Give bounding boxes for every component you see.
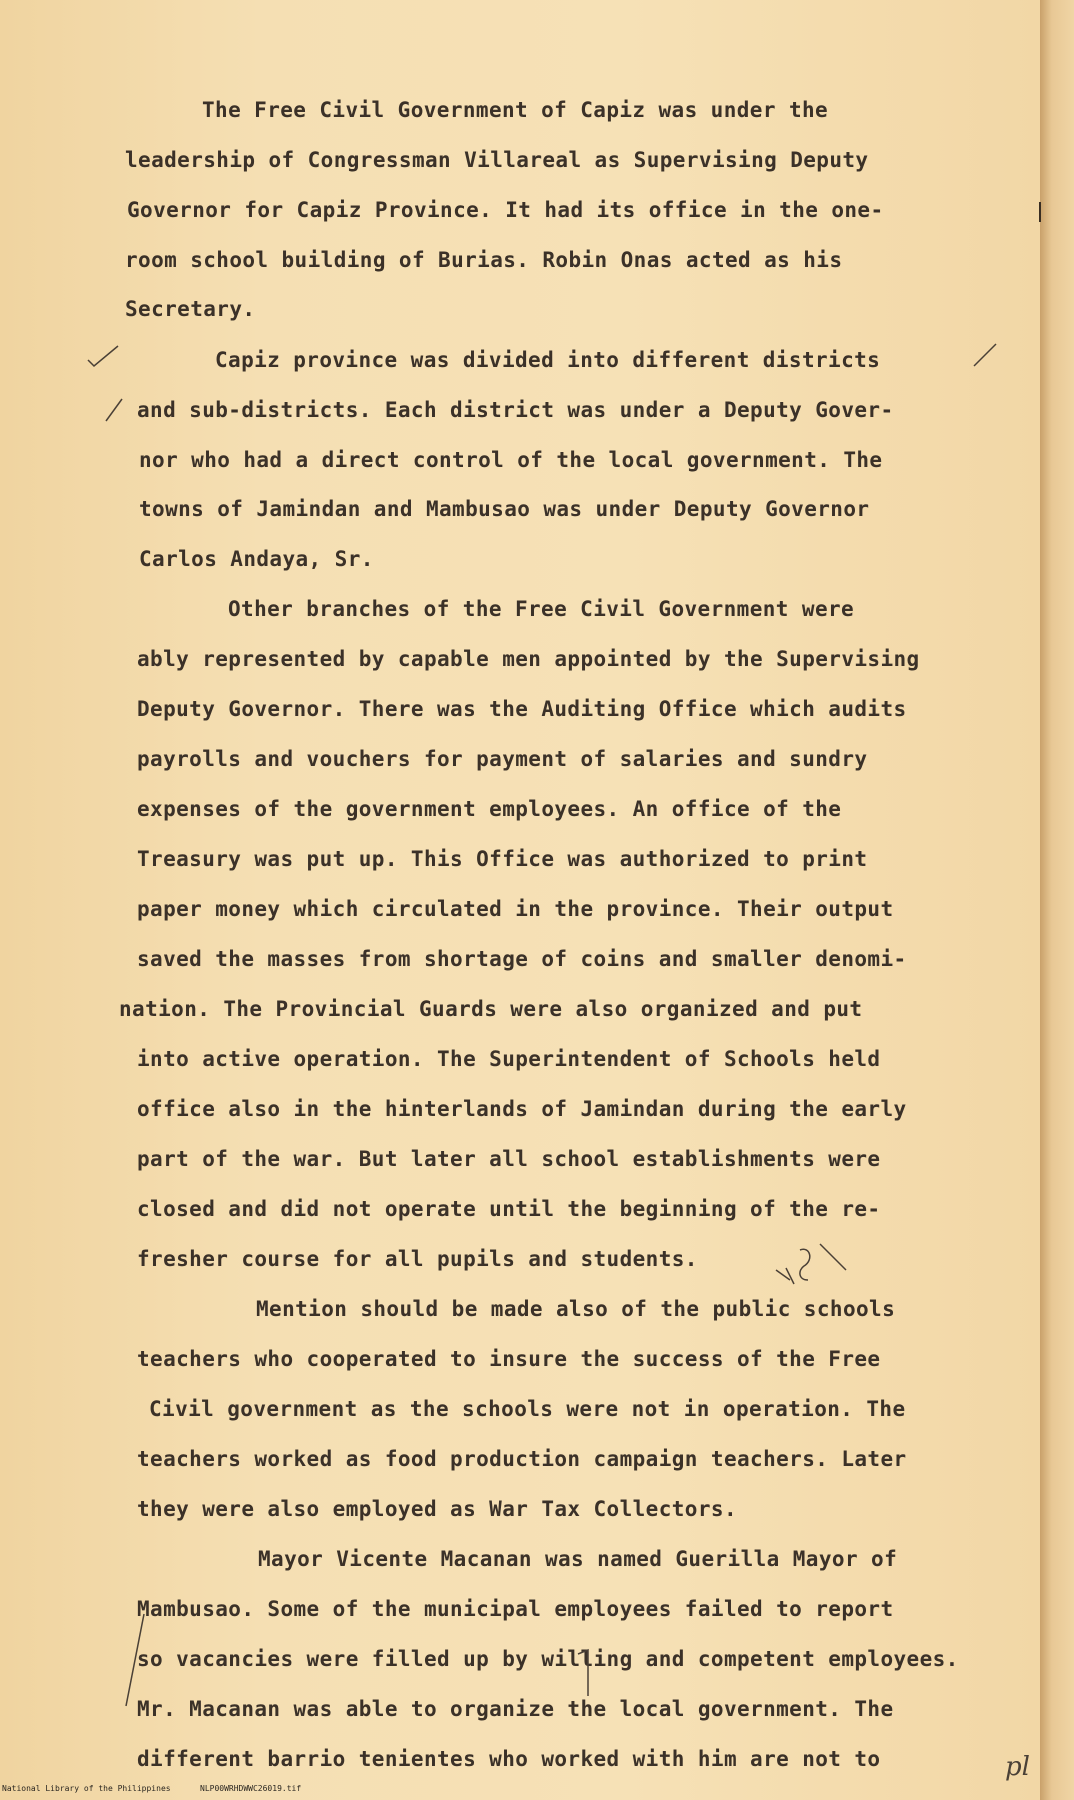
page-edge-tick-icon xyxy=(1036,200,1044,224)
text-line: they were also employed as War Tax Collectors. xyxy=(137,1497,737,1521)
text-line: towns of Jamindan and Mambusao was under Deputy Governor xyxy=(139,497,870,521)
slash-mark-icon xyxy=(102,395,126,425)
text-line: The Free Civil Government of Capiz was under the xyxy=(202,98,829,122)
text-line: so vacancies were filled up by willing and competent employees. xyxy=(137,1647,959,1671)
archive-footer xyxy=(0,1784,1040,1798)
text-line: closed and did not operate until the beginning of the re- xyxy=(137,1197,881,1221)
text-line: nor who had a direct control of the local government. The xyxy=(139,448,883,472)
scribble-mark-icon xyxy=(770,1240,860,1290)
page-edge-shadow xyxy=(1040,0,1074,1800)
slash-mark-icon xyxy=(970,340,1000,370)
text-line: Governor for Capiz Province. It had its office in the one- xyxy=(127,198,884,222)
check-mark-icon xyxy=(84,340,124,370)
text-line: Capiz province was divided into different districts xyxy=(215,348,881,372)
text-line: room school building of Burias. Robin Onas acted as his xyxy=(125,248,843,272)
text-line: leadership of Congressman Villareal as Supervising Deputy xyxy=(125,148,869,172)
text-line: Civil government as the schools were not in operation. The xyxy=(149,1397,906,1421)
text-line: teachers worked as food production campaign teachers. Later xyxy=(137,1447,907,1471)
text-line: into active operation. The Superintendent of Schools held xyxy=(137,1047,881,1071)
text-line: teachers who cooperated to insure the success of the Free xyxy=(137,1347,881,1371)
text-line: nation. The Provincial Guards were also organized and put xyxy=(119,997,863,1021)
text-line: Mention should be made also of the public schools xyxy=(256,1297,896,1321)
text-line: payrolls and vouchers for payment of salaries and sundry xyxy=(137,747,868,771)
text-line: part of the war. But later all school establishments were xyxy=(137,1147,881,1171)
text-line: expenses of the government employees. An office of the xyxy=(137,797,842,821)
text-line: ably represented by capable men appointed by the Supervising xyxy=(137,647,920,671)
text-line: Mayor Vicente Macanan was named Guerilla Mayor of xyxy=(258,1547,898,1571)
text-line: Secretary. xyxy=(125,297,256,321)
text-line: Treasury was put up. This Office was authorized to print xyxy=(137,847,868,871)
footer-filename: NLP00WRHDWWC26019.tif xyxy=(200,1784,302,1793)
text-line: Deputy Governor. There was the Auditing Office which audits xyxy=(137,697,907,721)
bracket-mark-icon xyxy=(118,1610,148,1710)
margin-note-bottom-right: pl xyxy=(1005,1752,1030,1782)
text-line: different barrio tenientes who worked with him are not to xyxy=(137,1747,881,1771)
text-line: and sub-districts. Each district was under a Deputy Gover- xyxy=(137,398,894,422)
text-line: Other branches of the Free Civil Government were xyxy=(228,597,855,621)
text-line: saved the masses from shortage of coins and smaller denomi- xyxy=(137,947,907,971)
text-line: Mambusao. Some of the municipal employees failed to report xyxy=(137,1597,894,1621)
text-line: Mr. Macanan was able to organize the local government. The xyxy=(137,1697,894,1721)
footer-institution: National Library of the Philippines xyxy=(2,1784,171,1793)
text-line: paper money which circulated in the province. Their output xyxy=(137,897,894,921)
text-line: office also in the hinterlands of Jamindan during the early xyxy=(137,1097,907,1121)
text-line: Carlos Andaya, Sr. xyxy=(139,547,374,571)
text-line: fresher course for all pupils and students. xyxy=(137,1247,698,1271)
insert-mark-icon xyxy=(574,1640,604,1700)
